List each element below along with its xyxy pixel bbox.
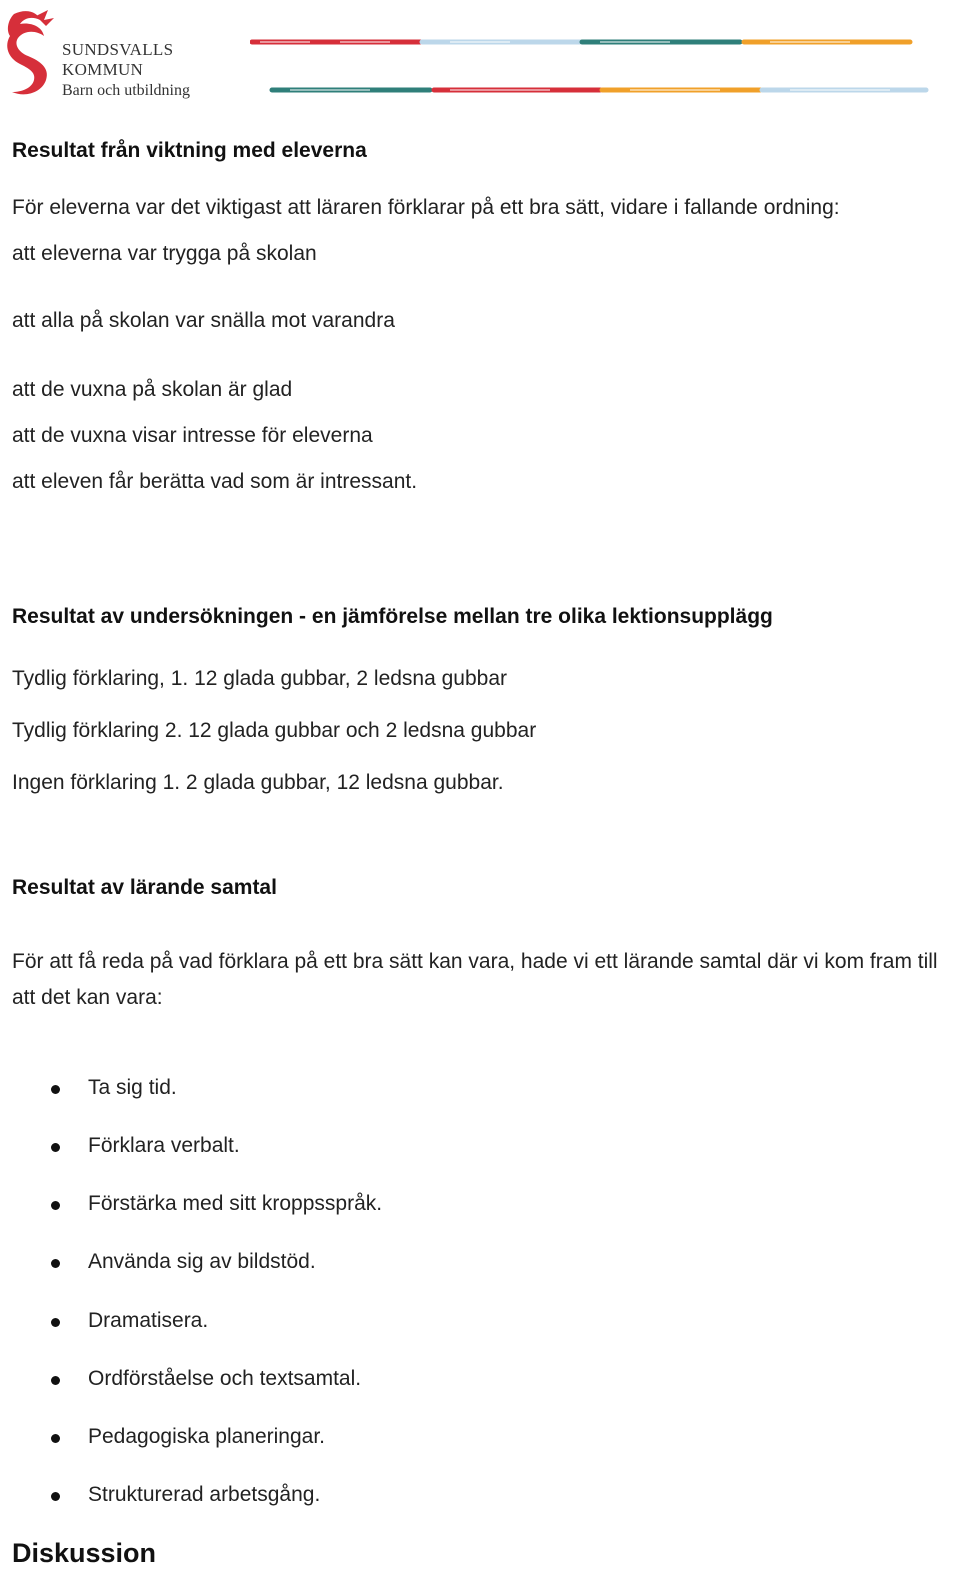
list-item-text: Förstärka med sitt kroppsspråk. bbox=[88, 1192, 383, 1215]
list-item-text: Dramatisera. bbox=[88, 1309, 209, 1332]
ranked-item: att de vuxna på skolan är glad bbox=[12, 378, 293, 401]
list-item bbox=[0, 1366, 960, 1396]
list-item-text: Ta sig tid. bbox=[88, 1076, 177, 1099]
sundsvalls-kommun-logo bbox=[4, 6, 204, 102]
list-item bbox=[0, 1249, 960, 1279]
bullet-icon bbox=[51, 1318, 60, 1327]
list-item bbox=[0, 1075, 960, 1105]
section-heading-diskussion: Diskussion bbox=[12, 1538, 157, 1568]
bullet-icon bbox=[51, 1434, 60, 1443]
result-line: Ingen förklaring 1. 2 glada gubbar, 12 ledsna gubbar. bbox=[12, 771, 504, 794]
result-line: Tydlig förklaring 2. 12 glada gubbar och 2 ledsna gubbar bbox=[12, 719, 537, 742]
list-item bbox=[0, 1191, 960, 1221]
section-heading-undersokning: Resultat av undersökningen - en jämförelse mellan tre olika lektionsupplägg bbox=[12, 605, 773, 628]
dragon-emblem-icon bbox=[4, 6, 60, 102]
list-item-text: Strukturerad arbetsgång. bbox=[88, 1483, 321, 1506]
list-item-text: Förklara verbalt. bbox=[88, 1134, 240, 1157]
bullet-icon bbox=[51, 1201, 60, 1210]
bullet-icon bbox=[51, 1085, 60, 1094]
list-item-text: Använda sig av bildstöd. bbox=[88, 1250, 316, 1273]
list-item bbox=[0, 1308, 960, 1338]
list-item bbox=[0, 1133, 960, 1163]
bullet-icon bbox=[51, 1143, 60, 1152]
bullet-icon bbox=[51, 1259, 60, 1268]
ranked-item: att eleven får berätta vad som är intressant. bbox=[12, 470, 418, 493]
bullet-icon bbox=[51, 1492, 60, 1501]
samtal-paragraph: För att få reda på vad förklara på ett bra sätt kan vara, hade vi ett lärande samtal där vi kom fram till att det kan vara: bbox=[12, 950, 938, 1009]
list-item bbox=[0, 1424, 960, 1454]
section-heading-viktning: Resultat från viktning med eleverna bbox=[12, 139, 367, 162]
intro-text: För eleverna var det viktigast att läraren förklarar på ett bra sätt, vidare i fallande ordning: bbox=[12, 196, 840, 219]
ranked-item: att de vuxna visar intresse för eleverna bbox=[12, 424, 373, 447]
bullet-icon bbox=[51, 1376, 60, 1385]
ranked-item: att eleverna var trygga på skolan bbox=[12, 242, 317, 265]
logo-line-sundsvalls: SUNDSVALLS bbox=[62, 40, 174, 59]
ranked-item: att alla på skolan var snälla mot varandra bbox=[12, 309, 395, 332]
logo-line-department: Barn och utbildning bbox=[62, 82, 190, 99]
decorative-header-stripes bbox=[250, 34, 930, 98]
logo-line-kommun: KOMMUN bbox=[62, 60, 144, 79]
list-item-text: Pedagogiska planeringar. bbox=[88, 1425, 326, 1448]
list-item bbox=[0, 1482, 960, 1512]
section-heading-larande-samtal: Resultat av lärande samtal bbox=[12, 876, 277, 899]
list-item-text: Ordförståelse och textsamtal. bbox=[88, 1367, 362, 1390]
result-line: Tydlig förklaring, 1. 12 glada gubbar, 2 ledsna gubbar bbox=[12, 667, 508, 690]
